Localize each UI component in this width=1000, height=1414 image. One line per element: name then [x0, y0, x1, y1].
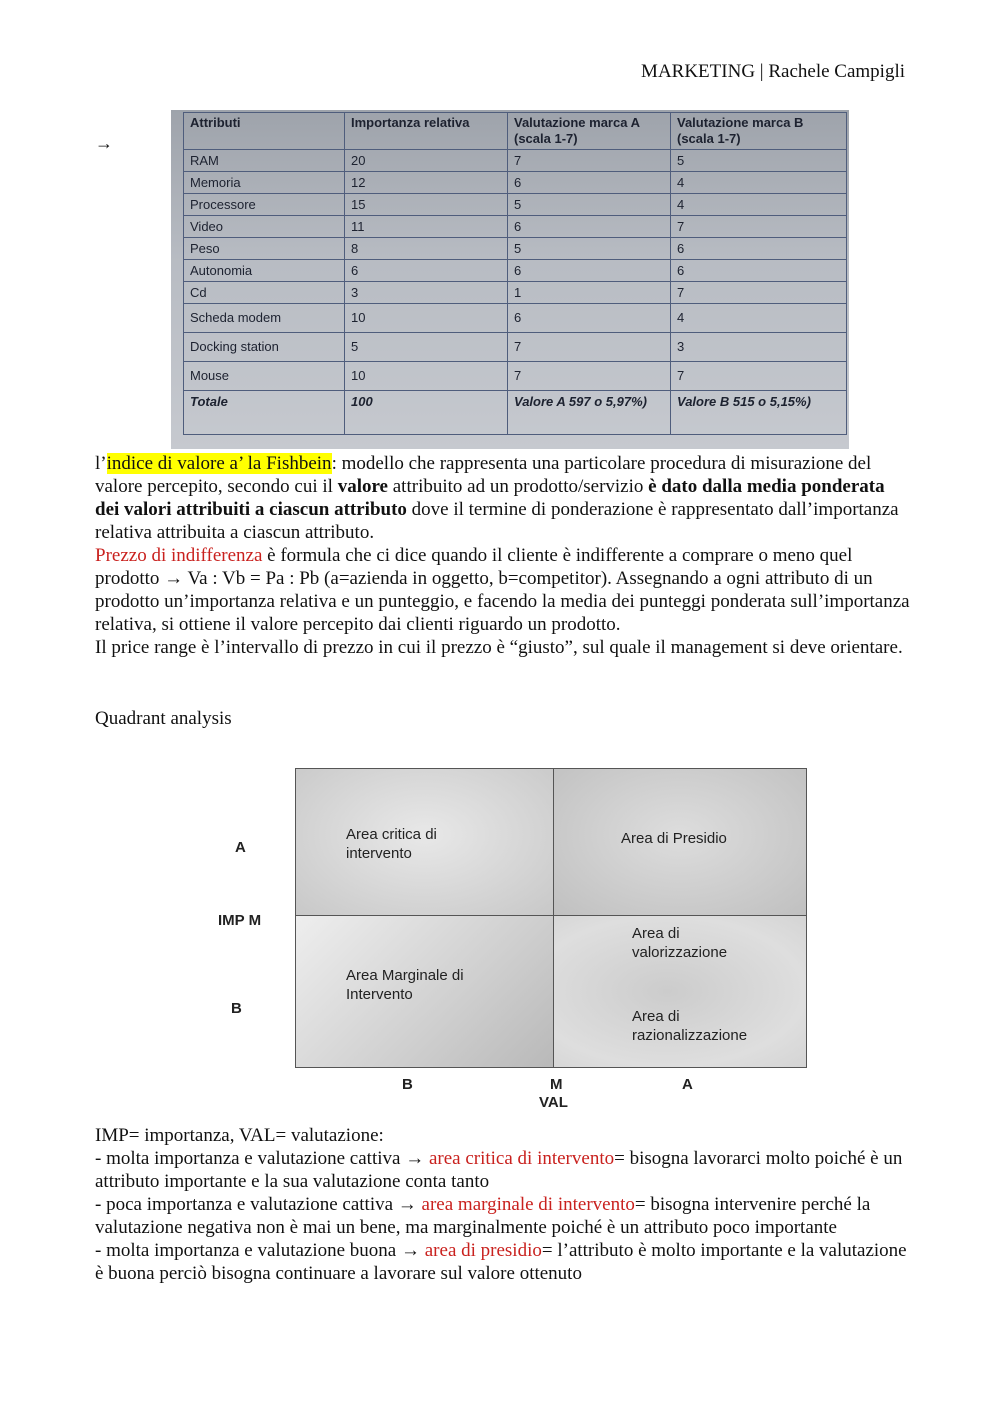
text-span: dove il termine di ponderazione è rappresentato dall’importanza relativa attribuita a ciascun attributo. — [95, 499, 899, 543]
text-span: è formula che ci dice quando il cliente è indifferente a comprare o meno quel prodotto → Va : Vb = Pa : Pb (a=azienda in oggetto, b=competitor). Assegnando a ogni attributo di un prodotto un’importanza relativa e un punteggio, e facendo la media dei punteggi ponderata sull’importanza relativa, si ottiene il valore percepito dai clienti riguardo un prodotto. — [95, 545, 910, 635]
table-row — [184, 304, 847, 333]
table-cell: 6 — [345, 260, 508, 282]
arrow-symbol: → — [95, 133, 113, 153]
table-cell: 10 — [345, 362, 508, 391]
page-header: MARKETING | Rachele Campigli — [641, 61, 905, 82]
table-cell: 100 — [345, 391, 508, 435]
table-cell: Docking station — [184, 333, 345, 362]
table-row — [184, 238, 847, 260]
table-cell: 5 — [345, 333, 508, 362]
red-term: area critica di intervento — [428, 1148, 615, 1169]
text-span: = bisogna lavorarci molto poiché è un attributo importante e la sua valutazione conta tanto — [95, 1148, 903, 1192]
table-cell: 4 — [671, 304, 847, 333]
table-cell: 6 — [671, 238, 847, 260]
table-cell: 12 — [345, 172, 508, 194]
x-axis-low-label: B — [402, 1076, 413, 1093]
red-term: area marginale di intervento — [421, 1194, 635, 1215]
red-term: Prezzo di indifferenza — [95, 545, 263, 566]
table-cell: Memoria — [184, 172, 345, 194]
table-header-row — [184, 113, 847, 150]
table-cell: Mouse — [184, 362, 345, 391]
red-term: area di presidio — [424, 1240, 542, 1261]
quadrant-valorization-area — [553, 915, 807, 1068]
quadrant-label: Area critica di intervento — [346, 826, 437, 862]
table-total-row — [184, 391, 847, 435]
table-cell: Autonomia — [184, 260, 345, 282]
text-span: attribuito ad un prodotto/servizio — [388, 476, 649, 497]
table-cell: Totale — [184, 391, 345, 435]
text-span: - molta importanza e valutazione buona → — [95, 1240, 425, 1261]
table-cell: 6 — [508, 216, 671, 238]
table-row — [184, 216, 847, 238]
quadrant-presidio-area — [553, 768, 807, 916]
table-cell: 6 — [671, 260, 847, 282]
legend-item — [95, 1239, 910, 1285]
table-cell: Peso — [184, 238, 345, 260]
x-axis-high-label: A — [682, 1076, 693, 1093]
text-span: = bisogna intervenire perché la valutazione negativa non è mai un bene, ma marginalmente poiché è un attributo poco importante — [95, 1194, 871, 1238]
table-cell: Scheda modem — [184, 304, 345, 333]
table-cell: 1 — [508, 282, 671, 304]
table-cell: 15 — [345, 194, 508, 216]
table-row — [184, 172, 847, 194]
table-row — [184, 333, 847, 362]
legend-intro: IMP= importanza, VAL= valutazione: — [95, 1125, 384, 1146]
table-header-cell: Attributi — [184, 113, 345, 150]
table-cell: Cd — [184, 282, 345, 304]
text-span: - molta importanza e valutazione cattiva → — [95, 1148, 429, 1169]
table-cell: 6 — [508, 172, 671, 194]
table-row — [184, 282, 847, 304]
table-cell: 6 — [508, 260, 671, 282]
price-range-paragraph: Il price range è l’intervallo di prezzo in cui il prezzo è “giusto”, sul quale il management si deve orientare. — [95, 637, 903, 658]
table-cell: Video — [184, 216, 345, 238]
quadrant-label: Area di Presidio — [621, 830, 727, 847]
quadrant-label: Area Marginale di Intervento — [346, 967, 464, 1003]
x-axis-title: VAL — [539, 1094, 568, 1111]
section-title: Quadrant analysis — [95, 708, 232, 729]
table-cell: 7 — [671, 216, 847, 238]
table-cell: Processore — [184, 194, 345, 216]
text-span: : modello che rappresenta una particolare procedura di misurazione del valore percepito, secondo cui il — [95, 453, 872, 497]
bold-text: è dato dalla media ponderata dei valori attribuiti a ciascun attributo — [95, 476, 885, 520]
fishbein-table — [183, 112, 847, 435]
quadrant-diagram — [200, 766, 840, 1118]
table-cell: RAM — [184, 150, 345, 172]
quadrant-critical-area — [295, 768, 554, 916]
text-span: l’ — [95, 453, 107, 474]
legend-item — [95, 1147, 910, 1193]
table-cell: 5 — [508, 238, 671, 260]
legend-item — [95, 1193, 910, 1239]
table-cell: 7 — [671, 282, 847, 304]
quadrant-marginal-area — [295, 915, 554, 1068]
table-header-cell: Valutazione marca B (scala 1-7) — [671, 113, 847, 150]
table-cell: Valore A 597 o 5,97%) — [508, 391, 671, 435]
table-cell: 7 — [671, 362, 847, 391]
table-row — [184, 150, 847, 172]
table-cell: 7 — [508, 333, 671, 362]
table-cell: 5 — [508, 194, 671, 216]
indifference-price-paragraph — [95, 544, 910, 636]
body-text — [95, 452, 910, 659]
table-cell: 4 — [671, 194, 847, 216]
quadrant-label: Area di valorizzazione — [632, 925, 728, 961]
y-axis-high-label: A — [235, 839, 246, 856]
table-cell: 4 — [671, 172, 847, 194]
table-header-cell: Valutazione marca A (scala 1-7) — [508, 113, 671, 150]
text-span: - poca importanza e valutazione cattiva → — [95, 1194, 422, 1215]
bold-text: valore — [337, 476, 388, 497]
table-header-cell: Importanza relativa — [345, 113, 508, 150]
fishbein-paragraph — [95, 452, 910, 544]
fishbein-table-image — [171, 110, 849, 449]
highlighted-term: indice di valore a’ la Fishbein — [106, 453, 332, 474]
y-axis-title: IMP M — [218, 912, 262, 929]
table-cell: 10 — [345, 304, 508, 333]
table-cell: 3 — [345, 282, 508, 304]
text-span: = l’attributo è molto importante e la valutazione è buona perciò bisogna continuare a lavorare sul valore ottenuto — [95, 1240, 907, 1284]
quadrant-label: Area di razionalizzazione — [632, 1008, 748, 1044]
table-cell: 6 — [508, 304, 671, 333]
table-row — [184, 362, 847, 391]
table-cell: 3 — [671, 333, 847, 362]
table-row — [184, 260, 847, 282]
table-cell: 11 — [345, 216, 508, 238]
table-cell: Valore B 515 o 5,15%) — [671, 391, 847, 435]
table-cell: 20 — [345, 150, 508, 172]
table-cell: 7 — [508, 362, 671, 391]
x-axis-mid-label: M — [550, 1076, 563, 1093]
table-cell: 7 — [508, 150, 671, 172]
table-cell: 5 — [671, 150, 847, 172]
y-axis-low-label: B — [231, 1000, 242, 1017]
table-row — [184, 194, 847, 216]
legend-text — [95, 1124, 910, 1285]
table-cell: 8 — [345, 238, 508, 260]
